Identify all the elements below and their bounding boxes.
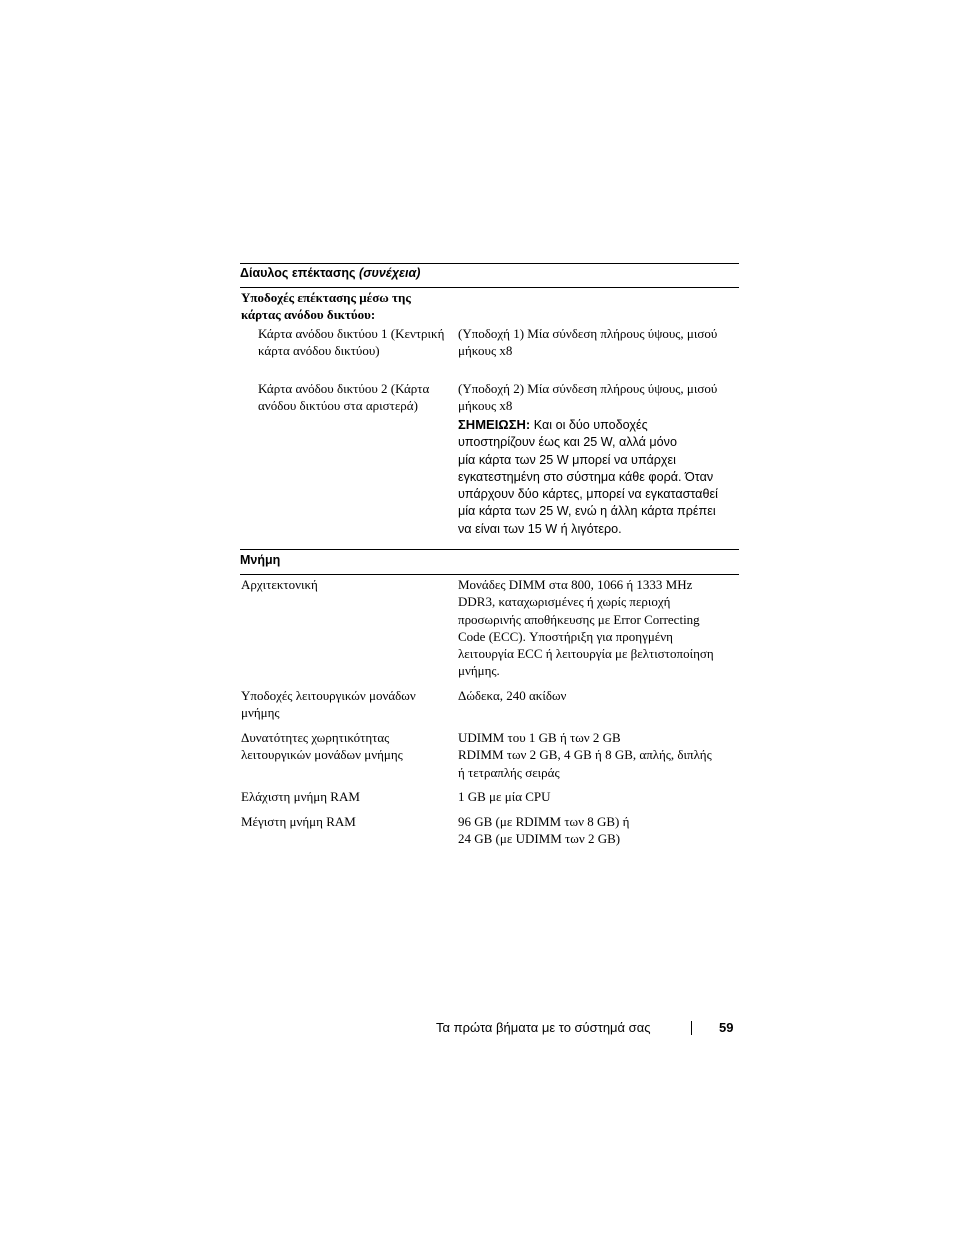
module-capacities-label: Δυνατότητες χωρητικότητας λειτουργικών μονάδων μνήμης (241, 730, 403, 763)
architecture-value: Μονάδες DIMM στα 800, 1066 ή 1333 MHz DDR3, καταχωρισμένες ή χωρίς περιοχή προσωρινής αποθήκευσης με Error Correcting Code (ECC). Υποστήριξη για προηγμένη λειτουργία ECC ή λειτουργία με βελτιστοποίηση μνήμης. (458, 577, 714, 679)
riser1-label: Κάρτα ανόδου δικτύου 1 (Κεντρική κάρτα ανόδου δικτύου) (258, 326, 445, 359)
expansion-bus-title: Δίαυλος επέκτασης (240, 266, 356, 280)
module-sockets-value: Δώδεκα, 240 ακίδων (458, 688, 567, 703)
module-capacities-value: UDIMM του 1 GB ή των 2 GB RDIMM των 2 GB, 4 GB ή 8 GB, απλής, διπλής ή τετραπλής σειράς (458, 730, 712, 780)
riser2-label: Κάρτα ανόδου δικτύου 2 (Κάρτα ανόδου δικτύου στα αριστερά) (258, 381, 430, 414)
top-rule (240, 263, 739, 264)
maximum-ram-value: 96 GB (με RDIMM των 8 GB) ή 24 GB (με UDIMM των 2 GB) (458, 814, 630, 847)
memory-header: Μνήμη (240, 553, 281, 567)
memory-top-rule (240, 549, 739, 550)
module-sockets-label: Υποδοχές λειτουργικών μονάδων μνήμης (241, 688, 416, 721)
minimum-ram-label: Ελάχιστη μνήμη RAM (241, 789, 360, 804)
page-number: 59 (719, 1020, 734, 1035)
note-text: Και οι δύο υποδοχές (530, 418, 648, 432)
expansion-bus-header (240, 265, 739, 281)
continued-label: (συνέχεια) (359, 266, 421, 280)
maximum-ram-label: Μέγιστη μνήμη RAM (241, 814, 356, 829)
expansion-bus-header-rule (240, 287, 739, 288)
architecture-label: Αρχιτεκτονική (241, 577, 318, 592)
footer-separator (691, 1021, 692, 1035)
riser1-value: (Υποδοχή 1) Μία σύνδεση πλήρους ύψους, μισού μήκους x8 (458, 326, 718, 359)
note-label: ΣΗΜΕΙΩΣΗ: (458, 417, 531, 432)
memory-header-rule (240, 574, 739, 575)
footer-title: Τα πρώτα βήματα με το σύστημά σας (436, 1020, 651, 1035)
minimum-ram-value: 1 GB με μία CPU (458, 789, 551, 804)
riser-slots-title: Υποδοχές επέκτασης μέσω της κάρτας ανόδου δικτύου: (241, 290, 411, 323)
riser2-value: (Υποδοχή 2) Μία σύνδεση πλήρους ύψους, μισού μήκους x8 (458, 381, 718, 414)
note-block: ΣΗΜΕΙΩΣΗ: Και οι δύο υποδοχές υποστηρίζουν έως και 25 W, αλλά μόνο μία κάρτα των 25 W μπορεί να υπάρχει εγκατεστημένη στο σύστημα κάθε φορά. Όταν υπάρχουν δύο κάρτες, μπορεί να εγκατασταθεί μία κάρτα των 25 W, ενώ η άλλη κάρτα πρέπει να είναι των 15 W ή λιγότερο. (458, 417, 718, 536)
